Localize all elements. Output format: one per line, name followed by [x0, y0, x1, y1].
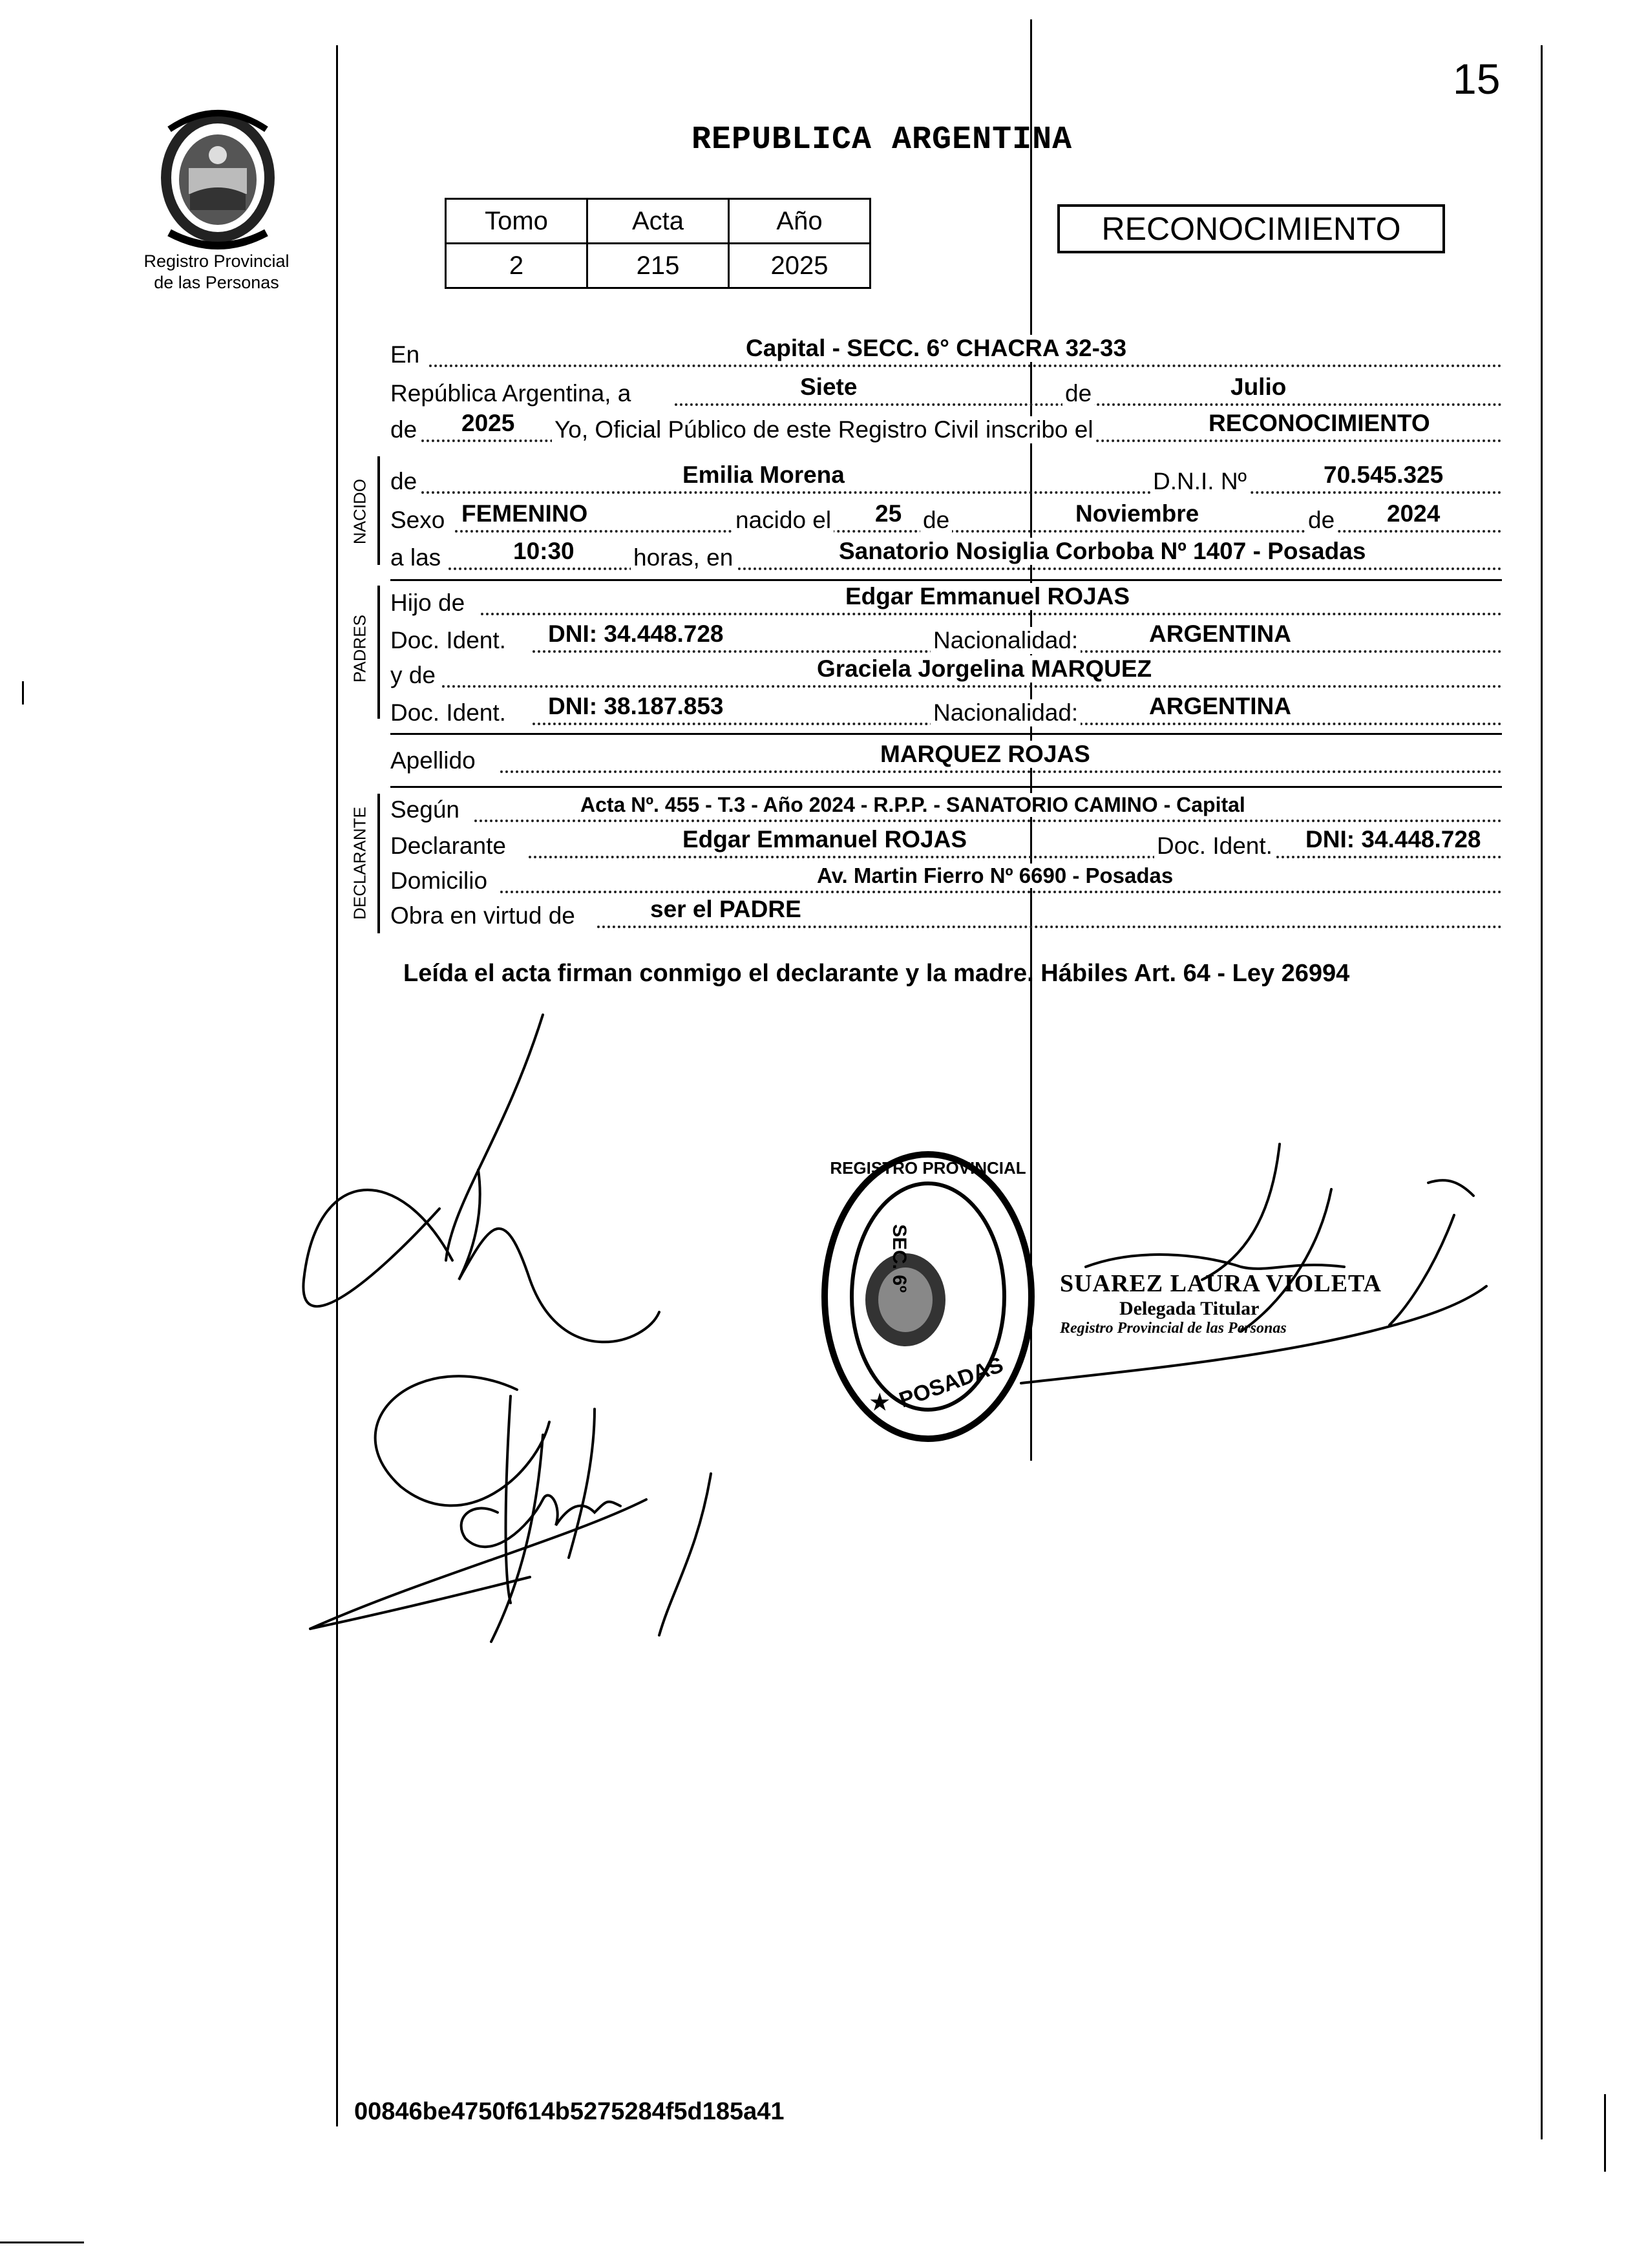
registry-name-line2: de las Personas [154, 273, 279, 292]
father-value: Edgar Emmanuel ROJAS [843, 583, 1132, 610]
domicilio-value: Av. Martin Fierro Nº 6690 - Posadas [814, 864, 1176, 888]
inscribo-label: Yo, Oficial Público de este Registro Civil inscribo el [552, 416, 1096, 443]
apellido-value: MARQUEZ ROJAS [878, 741, 1093, 768]
de-label-5: de [1305, 507, 1337, 534]
row-obra [390, 897, 1502, 932]
row-segun [390, 791, 1502, 826]
registry-name-line1: Registro Provincial [143, 251, 290, 271]
right-edge-mark [1604, 2094, 1606, 2172]
dni-value: 70.545.325 [1321, 461, 1446, 489]
document-title: REPUBLICA ARGENTINA [692, 122, 1073, 158]
declarant-signature [259, 1008, 840, 1706]
hijo-de-label: Hijo de [390, 589, 465, 616]
row-mother-doc [390, 694, 1502, 729]
declarante-value: Edgar Emmanuel ROJAS [680, 826, 969, 853]
seal-text-top: REGISTRO PROVINCIAL [830, 1158, 1026, 1178]
row-declarante [390, 827, 1502, 862]
page-number: 15 [1453, 55, 1501, 103]
separator-2 [390, 733, 1502, 735]
registry-name [116, 251, 317, 293]
birth-month: Noviembre [1073, 500, 1201, 527]
document-hash: 00846be4750f614b5275284f5d185a41 [354, 2098, 785, 2125]
officer-office: Registro Provincial de las Personas [1060, 1320, 1287, 1337]
obra-value: ser el PADRE [648, 896, 804, 923]
doc-ident-label: Doc. Ident. [390, 627, 506, 653]
row-mother [390, 657, 1502, 692]
father-nat: ARGENTINA [1146, 620, 1294, 648]
act-type-box: RECONOCIMIENTO [1057, 204, 1445, 253]
declarante-label: Declarante [390, 832, 506, 859]
nacido-el-label: nacido el [733, 507, 834, 534]
segun-value: Acta Nº. 455 - T.3 - Año 2024 - R.P.P. - SANATORIO CAMINO - Capital [578, 793, 1248, 817]
apellido-label: Apellido [390, 747, 476, 774]
doc-ident-label-3: Doc. Ident. [1154, 832, 1275, 860]
value-ano: 2025 [729, 244, 871, 288]
de-label-2: de [390, 416, 417, 443]
horas-en-label: horas, en [631, 544, 735, 571]
mother-doc: DNI: 38.187.853 [545, 693, 726, 720]
header-acta: Acta [587, 199, 729, 244]
header-ano: Año [729, 199, 871, 244]
seal-star: ★ [870, 1390, 890, 1415]
record-table [445, 198, 871, 289]
officer-role: Delegada Titular [1119, 1298, 1260, 1319]
nacionalidad-label: Nacionalidad: [931, 627, 1081, 654]
month-value: Julio [1228, 374, 1289, 401]
row-father [390, 584, 1502, 619]
officer-stamp [1060, 1269, 1382, 1337]
y-de-label: y de [390, 662, 436, 688]
de-label: de [1062, 380, 1094, 407]
day-value: Siete [797, 374, 860, 401]
declarante-section-bar [377, 794, 380, 933]
header-tomo: Tomo [446, 199, 587, 244]
en-value: Capital - SECC. 6° CHACRA 32-33 [743, 335, 1129, 362]
officer-name: SUAREZ LAURA VIOLETA [1060, 1270, 1382, 1297]
separator-3 [390, 786, 1502, 788]
right-margin-line [1541, 45, 1543, 2139]
de-label-3: de [390, 468, 417, 494]
a-las-label: a las [390, 544, 441, 571]
obra-label: Obra en virtud de [390, 902, 575, 929]
doc-ident-label-2: Doc. Ident. [390, 699, 506, 726]
nacido-section-bar [377, 456, 380, 565]
row-inscription [390, 411, 1502, 446]
value-acta: 215 [587, 244, 729, 288]
left-edge-mark [22, 681, 24, 705]
row-surname [390, 742, 1502, 777]
en-label: En [390, 341, 420, 368]
row-name [390, 463, 1502, 498]
seal-sub-text-1: SEC. 6º [889, 1224, 910, 1293]
seal-sub-text: POSADAS [896, 1352, 1007, 1413]
value-tomo: 2 [446, 244, 587, 288]
row-domicilio [390, 862, 1502, 897]
domicilio-label: Domicilio [390, 867, 488, 894]
republica-label: República Argentina, a [390, 380, 631, 407]
closing-statement: Leída el acta firman conmigo el declarante y la madre. Hábiles Art. 64 - Ley 26994 [403, 960, 1350, 987]
father-doc: DNI: 34.448.728 [545, 620, 726, 648]
row-sex-birth [390, 502, 1502, 536]
year-value: 2025 [459, 410, 517, 437]
sexo-value: FEMENINO [459, 500, 590, 527]
padres-section-label: PADRES [350, 615, 370, 683]
inscribo-value: RECONOCIMIENTO [1206, 410, 1433, 437]
row-father-doc [390, 622, 1502, 657]
nacido-section-label: NACIDO [350, 478, 370, 545]
declarante-doc: DNI: 34.448.728 [1303, 826, 1484, 853]
place-value: Sanatorio Nosiglia Corboba Nº 1407 - Posadas [836, 538, 1368, 565]
de-label-4: de [920, 507, 952, 534]
name-value: Emilia Morena [680, 461, 847, 489]
province-coat-of-arms-logo [150, 103, 286, 252]
padres-section-bar [377, 586, 380, 719]
nacionalidad-label-2: Nacionalidad: [931, 699, 1081, 726]
sexo-label: Sexo [390, 507, 445, 533]
dni-label: D.N.I. Nº [1150, 468, 1249, 495]
bottom-margin-mark [0, 2242, 84, 2243]
segun-label: Según [390, 796, 459, 823]
declarante-section-label: DECLARANTE [350, 807, 370, 920]
separator-1 [390, 579, 1502, 581]
birth-year: 2024 [1384, 500, 1442, 527]
hour-value: 10:30 [511, 538, 577, 565]
row-hour-place [390, 539, 1502, 574]
row-date [390, 375, 1502, 410]
mother-nat: ARGENTINA [1146, 693, 1294, 720]
row-place [390, 336, 1502, 371]
mother-value: Graciela Jorgelina MARQUEZ [814, 655, 1154, 683]
birth-day: 25 [872, 500, 904, 527]
